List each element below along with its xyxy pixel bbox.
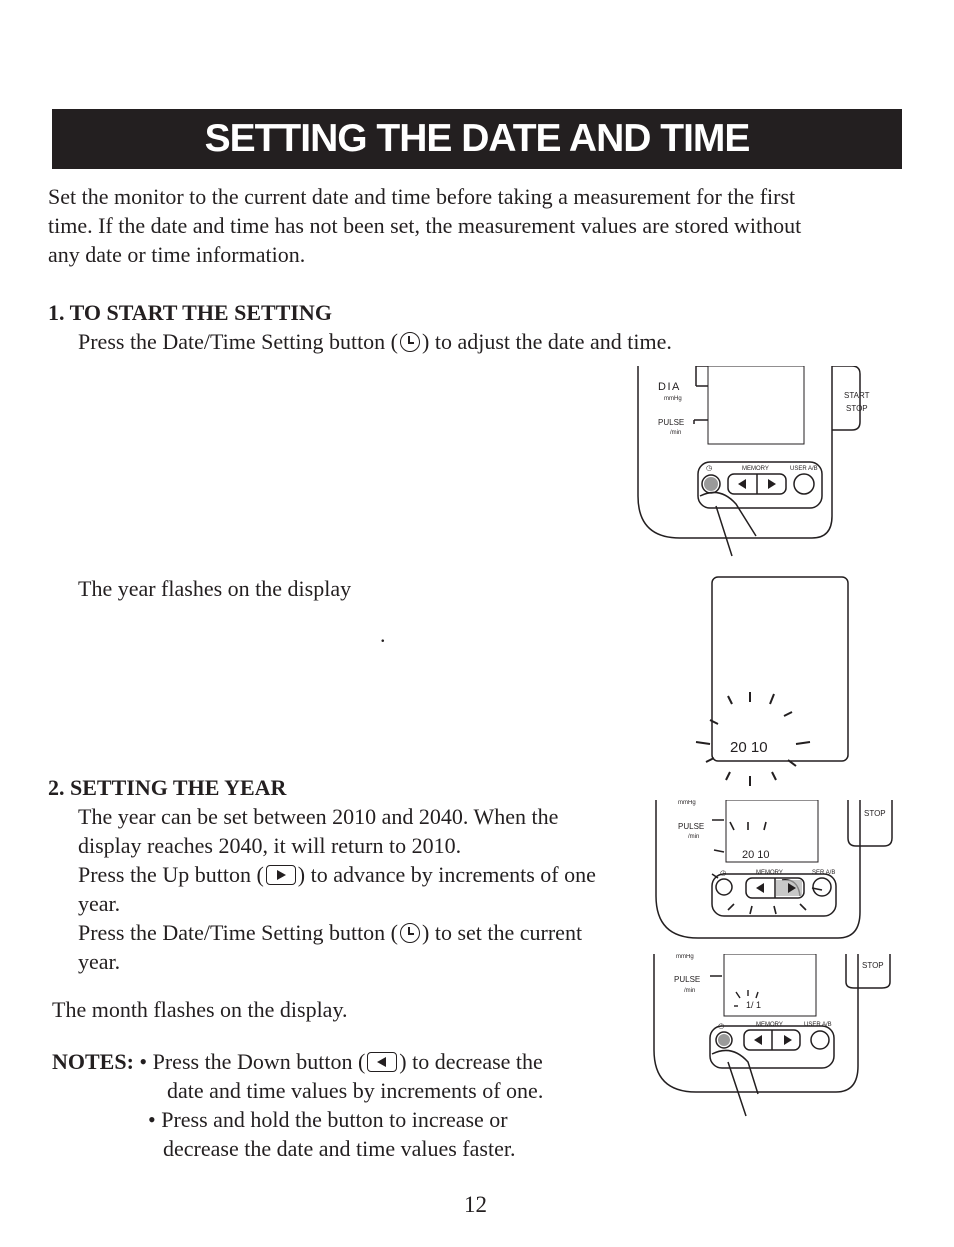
dia-label: DIA	[658, 381, 681, 393]
note1-text-a: • Press the Down button (	[133, 1049, 366, 1074]
pulse-label-2: PULSE	[678, 822, 705, 831]
pulse-label: PULSE	[658, 418, 685, 427]
notes-line-3: • Press and hold the button to increase or	[148, 1107, 508, 1132]
display-figure-year	[692, 576, 864, 790]
month-flash-text: The month flashes on the display.	[52, 997, 348, 1022]
mmhg-label: mmHg	[664, 396, 682, 402]
page-number: 12	[464, 1192, 487, 1217]
up-text-b: ) to advance by increments of one	[297, 862, 596, 887]
clock-mark: ◷	[706, 465, 713, 472]
device-figure-2	[652, 800, 896, 942]
notes-line-1	[52, 1047, 543, 1076]
step2-set-instruction	[78, 918, 582, 947]
year-readout: 20 10	[730, 739, 768, 756]
user-ab-label: USER A/B	[790, 466, 818, 472]
stop-label-3: STOP	[862, 961, 884, 970]
year-readout-2: 20 10	[742, 849, 770, 861]
set-text-b: ) to set the current	[422, 920, 583, 945]
memory-label-3: MEMORY	[756, 1022, 783, 1028]
device-figure-1	[636, 366, 908, 562]
per-min-label-2: /min	[688, 834, 700, 840]
user-ab-label-3: USER A/B	[804, 1022, 832, 1028]
up-text-a: Press the Up button (	[78, 862, 264, 887]
notes-line-2: date and time values by increments of one.	[167, 1078, 544, 1103]
partial-user-label: SER A/B	[812, 870, 836, 876]
cut-mmhg-label: mmHg	[678, 800, 696, 806]
step1-text-a: Press the Date/Time Setting button (	[78, 329, 399, 354]
step1-instruction	[78, 327, 672, 356]
clock-icon	[400, 332, 420, 352]
memory-label-2: MEMORY	[756, 870, 783, 876]
start-label: START	[844, 391, 870, 400]
clock-mark-2: ◷	[720, 870, 727, 877]
cut-mmhg-label-3: mmHg	[676, 954, 694, 960]
clock-mark-3: ◷	[718, 1023, 725, 1030]
step2-heading: 2. SETTING THE YEAR	[48, 775, 287, 800]
device-figure-3	[650, 954, 894, 1126]
step2-line-1: The year can be set between 2010 and 2040. When the	[78, 804, 559, 829]
step1-heading: 1. TO START THE SETTING	[48, 300, 332, 325]
step2-line-2: display reaches 2040, it will return to 2010.	[78, 833, 462, 858]
month-readout: 1/ 1	[746, 1000, 762, 1010]
stop-label-2: STOP	[864, 809, 886, 818]
year-flash-text: The year flashes on the display	[78, 576, 352, 601]
memory-label: MEMORY	[742, 466, 769, 472]
intro-line-3: any date or time information.	[48, 242, 306, 267]
up-button-icon	[266, 865, 296, 885]
step2-set-cont: year.	[78, 949, 121, 974]
per-min-label-3: /min	[684, 988, 696, 994]
down-button-icon	[367, 1052, 397, 1072]
note1-text-b: ) to decrease the	[399, 1049, 543, 1074]
intro-line-2: time. If the date and time has not been set, the measurement values are stored without	[48, 213, 802, 238]
stop-label: STOP	[846, 404, 868, 413]
step2-up-cont: year.	[78, 891, 121, 916]
notes-label: NOTES:	[52, 1049, 134, 1074]
step1-text-b: ) to adjust the date and time.	[422, 329, 672, 354]
title-banner	[52, 109, 902, 169]
step2-up-instruction	[78, 860, 596, 889]
stray-dot: .	[380, 622, 386, 647]
pulse-label-3: PULSE	[674, 975, 701, 984]
per-min-label: /min	[670, 430, 682, 436]
clock-icon	[400, 923, 420, 943]
notes-line-4: decrease the date and time values faster.	[163, 1136, 516, 1161]
intro-line-1: Set the monitor to the current date and time before taking a measurement for the first	[48, 184, 796, 209]
set-text-a: Press the Date/Time Setting button (	[78, 920, 399, 945]
page-title: SETTING THE DATE AND TIME	[204, 117, 750, 160]
